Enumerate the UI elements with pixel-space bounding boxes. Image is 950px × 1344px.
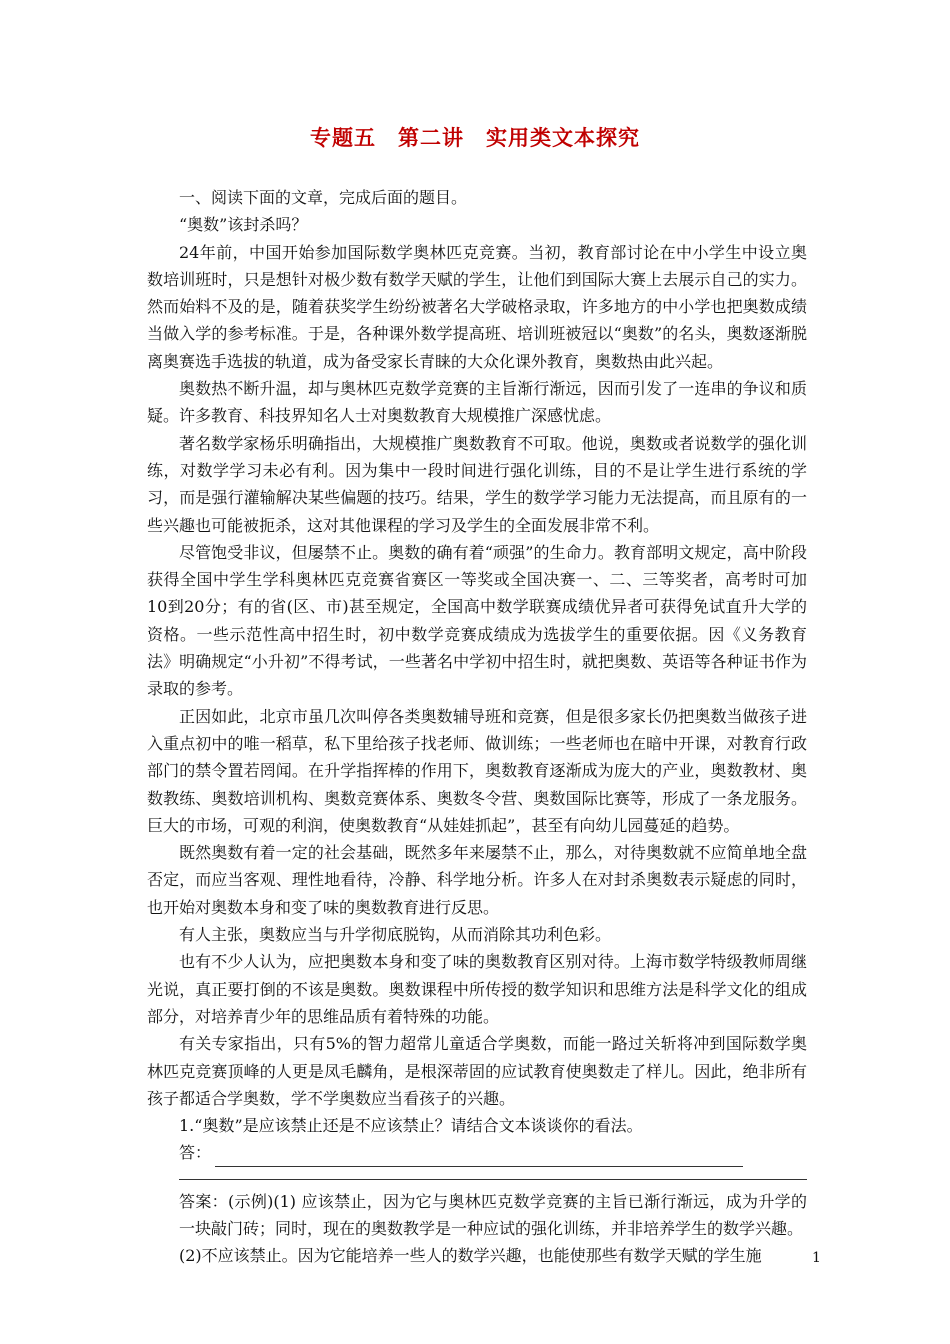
answer-part-1: 答案：(示例)(1) 应该禁止，因为它与奥林匹克数学竞赛的主旨已渐行渐远，成为升学的一块敲门砖；同时，现在的奥数教学是一种应试的强化训练，并非培养学生的数学兴趣。 <box>179 1191 807 1238</box>
paragraph-3: 著名数学家杨乐明确指出，大规模推广奥数教育不可取。他说，奥数或者说数学的强化训练，对数学学习未必有利。因为集中一段时间进行强化训练，目的不是让学生进行系统的学习，而是强行灌输解决某些偏题的技巧。结果，学生的数学学习能力无法提高，而且原有的一些兴趣也可能被扼杀，这对其他课程的学习及学生的全面发展非常不利。 <box>147 433 807 535</box>
answer-blank[interactable] <box>215 1148 743 1167</box>
answer-divider <box>179 1179 807 1180</box>
paragraph-9: 有关专家指出，只有5%的智力超常儿童适合学奥数，而能一路过关斩将冲到国际数学奥林匹克竞赛顶峰的人更是凤毛麟角，是根深蒂固的应试教育使奥数走了样儿。因此，绝非所有孩子都适合学奥数，学不学奥数应当看孩子的兴趣。 <box>147 1034 807 1108</box>
paragraph-2: 奥数热不断升温，却与奥林匹克数学竞赛的主旨渐行渐远，因而引发了一连串的争议和质疑。许多教育、科技界知名人士对奥数教育大规模推广深感忧虑。 <box>147 379 807 426</box>
paragraph-1: 24年前，中国开始参加国际数学奥林匹克竞赛。当初，教育部讨论在中小学生中设立奥数培训班时，只是想针对极少数有数学天赋的学生，让他们到国际大赛上去展示自己的实力。然而始料不及的是，随着获奖学生纷纷被著名大学破格录取，许多地方的中小学也把奥数成绩当做入学的参考标准。于是，各种课外数学提高班、培训班被冠以“奥数”的名头，奥数逐渐脱离奥赛选手选拔的轨道，成为备受家长青睐的大众化课外教育，奥数热由此兴起。 <box>147 242 807 371</box>
paragraph-8: 也有不少人认为，应把奥数本身和变了味的奥数教育区别对待。上海市数学特级教师周继光说，真正要打倒的不该是奥数。奥数课程中所传授的数学知识和思维方法是科学文化的组成部分，对培养青少年的思维品质有着特殊的功能。 <box>147 952 807 1026</box>
answer-block <box>147 1188 807 1270</box>
page-title: 专题五 第二讲 实用类文本探究 <box>310 125 640 150</box>
instruction: 一、阅读下面的文章，完成后面的题目。 <box>179 188 468 207</box>
paragraph-5: 正因如此，北京市虽几次叫停各类奥数辅导班和竞赛，但是很多家长仍把奥数当做孩子进入重点初中的唯一稻草，私下里给孩子找老师、做训练；一些老师也在暗中开课，对教育行政部门的禁令置若罔闻。在升学指挥棒的作用下，奥数教育逐渐成为庞大的产业，奥数教材、奥数教练、奥数培训机构、奥数竞赛体系、奥数冬令营、奥数国际比赛等，形成了一条龙服务。巨大的市场，可观的利润，使奥数教育“从娃娃抓起”，甚至有向幼儿园蔓延的趋势。 <box>147 706 807 835</box>
page-number: 1 <box>812 1250 821 1266</box>
paragraph-4: 尽管饱受非议，但屡禁不止。奥数的确有着“顽强”的生命力。教育部明文规定，高中阶段获得全国中学生学科奥林匹克竞赛省赛区一等奖或全国决赛一、二、三等奖者，高考时可加10到20分；有的省(区、市)甚至规定，全国高中数学联赛成绩优异者可获得免试直升大学的资格。一些示范性高中招生时，初中数学竞赛成绩成为选拔学生的重要依据。因《义务教育法》明确规定“小升初”不得考试，一些著名中学初中招生时，就把奥数、英语等各种证书作为录取的参考。 <box>147 542 807 699</box>
paragraph-6: 既然奥数有着一定的社会基础，既然多年来屡禁不止，那么，对待奥数就不应简单地全盘否定，而应当客观、理性地看待，冷静、科学地分析。许多人在对封杀奥数表示疑虑的同时，也开始对奥数本身和变了味的奥数教育进行反思。 <box>147 843 807 917</box>
article-body <box>147 184 807 1270</box>
paragraph-7: 有人主张，奥数应当与升学彻底脱钩，从而消除其功利色彩。 <box>179 925 612 945</box>
article-title: “奥数”该封杀吗？ <box>179 215 308 235</box>
answer-prompt: 答： <box>179 1143 212 1163</box>
answer-part-2: (2)不应该禁止。因为它能培养一些人的数学兴趣，也能使那些有数学天赋的学生施 <box>179 1246 762 1266</box>
answer-line <box>147 1139 807 1166</box>
question-1: 1.“奥数”是应该禁止还是不应该禁止？请结合文本谈谈你的看法。 <box>179 1116 643 1136</box>
